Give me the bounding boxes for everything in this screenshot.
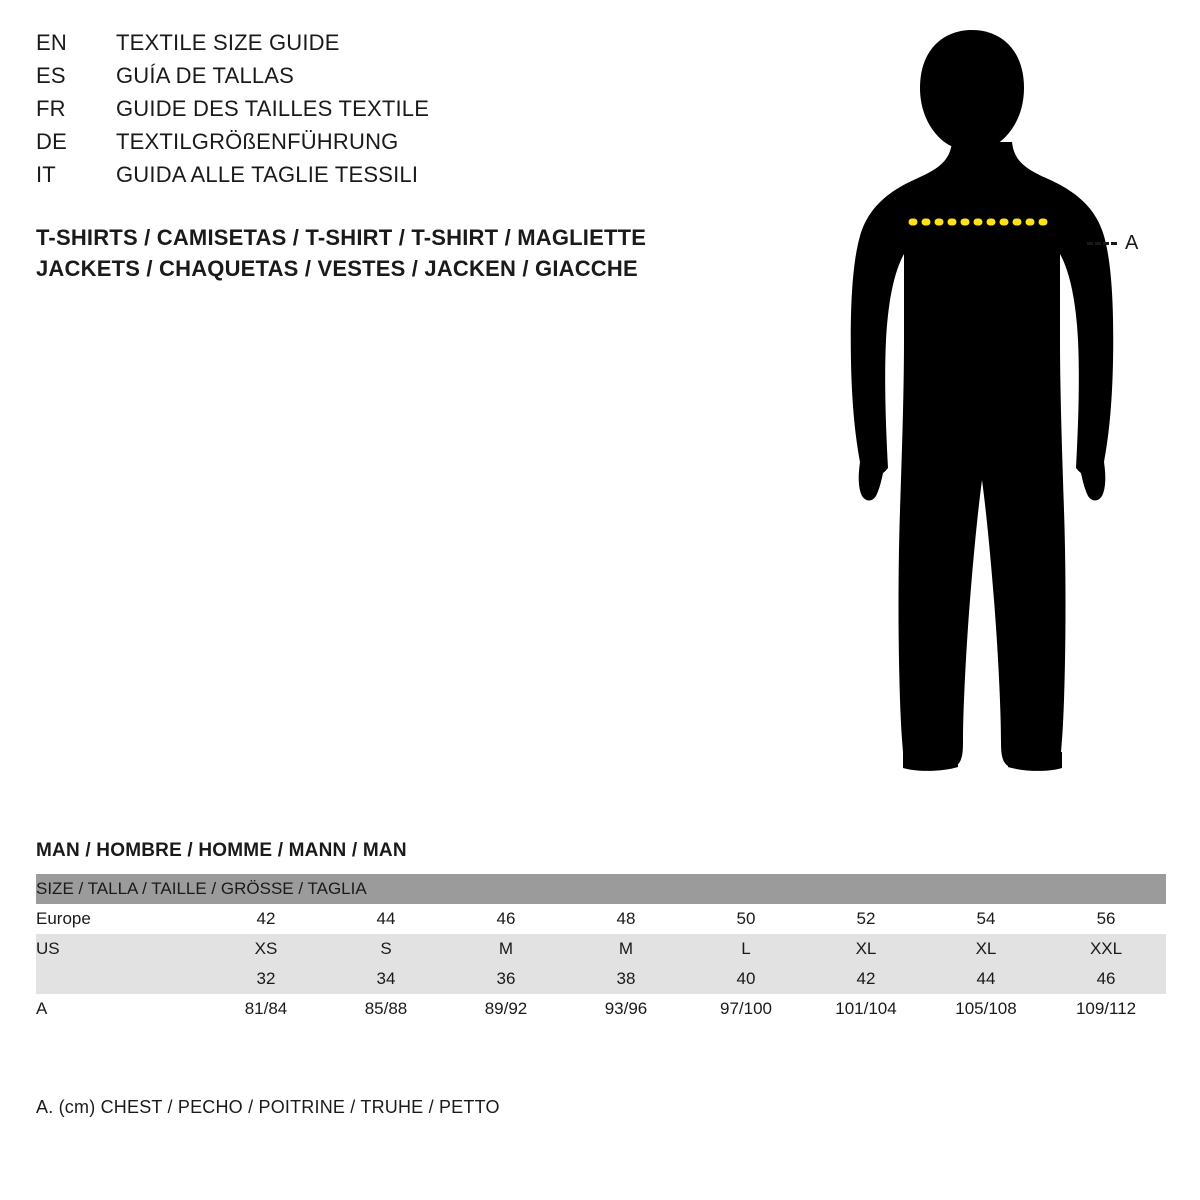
table-section-title: MAN / HOMBRE / HOMME / MANN / MAN: [36, 840, 407, 861]
language-code: DE: [36, 129, 67, 154]
row-value: 89/92: [446, 994, 566, 1024]
row-value: 40: [686, 964, 806, 994]
row-value: 34: [326, 964, 446, 994]
table-row: [36, 904, 1166, 934]
row-value: XS: [206, 934, 326, 964]
row-value: M: [566, 934, 686, 964]
row-label: Europe: [36, 904, 206, 934]
size-table: [36, 874, 1166, 1024]
language-title: GUÍA DE TALLAS: [116, 63, 295, 88]
row-value: 97/100: [686, 994, 806, 1024]
table-row: [36, 934, 1166, 964]
language-code: IT: [36, 162, 56, 187]
row-label: A: [36, 994, 206, 1024]
language-row-es: [36, 63, 736, 96]
language-title: GUIDE DES TAILLES TEXTILE: [116, 96, 430, 121]
row-value: XXL: [1046, 934, 1166, 964]
measure-label-a: A: [1125, 232, 1139, 254]
row-value: 42: [206, 904, 326, 934]
footnote-chest-measure: A. (cm) CHEST / PECHO / POITRINE / TRUHE / PETTO: [36, 1097, 500, 1117]
row-value: 42: [806, 964, 926, 994]
row-value: 54: [926, 904, 1046, 934]
category-jackets: JACKETS / CHAQUETAS / VESTES / JACKEN / GIACCHE: [36, 256, 638, 281]
language-row-it: [36, 162, 736, 195]
language-title: GUIDA ALLE TAGLIE TESSILI: [116, 162, 419, 187]
row-value: 85/88: [326, 994, 446, 1024]
row-value: 93/96: [566, 994, 686, 1024]
row-value: 36: [446, 964, 566, 994]
row-value: 32: [206, 964, 326, 994]
male-silhouette-icon: [800, 10, 1200, 790]
language-header-block: [36, 30, 736, 195]
row-value: 56: [1046, 904, 1166, 934]
category-tshirts: T-SHIRTS / CAMISETAS / T-SHIRT / T-SHIRT / MAGLIETTE: [36, 225, 647, 250]
row-value: 50: [686, 904, 806, 934]
row-value: 46: [1046, 964, 1166, 994]
table-row: [36, 964, 1166, 994]
row-value: 81/84: [206, 994, 326, 1024]
language-code: ES: [36, 63, 66, 88]
row-label: US: [36, 934, 206, 964]
language-row-de: [36, 129, 736, 162]
row-value: 109/112: [1046, 994, 1166, 1024]
language-row-fr: [36, 96, 736, 129]
table-header-label: SIZE / TALLA / TAILLE / GRÖSSE / TAGLIA: [36, 874, 1166, 904]
row-value: 46: [446, 904, 566, 934]
language-row-en: [36, 30, 736, 63]
measure-leader-line: [1087, 242, 1117, 245]
row-value: XL: [926, 934, 1046, 964]
row-value: 44: [326, 904, 446, 934]
row-label: [36, 964, 206, 994]
row-value: 48: [566, 904, 686, 934]
language-title: TEXTILGRÖßENFÜHRUNG: [116, 129, 399, 154]
table-header-row: [36, 874, 1166, 904]
category-block: [36, 222, 796, 284]
language-code: FR: [36, 96, 66, 121]
table-row: [36, 994, 1166, 1024]
row-value: 38: [566, 964, 686, 994]
size-table-section: [36, 840, 1166, 1024]
row-value: 101/104: [806, 994, 926, 1024]
figure-area: [800, 10, 1200, 790]
language-code: EN: [36, 30, 67, 55]
row-value: 44: [926, 964, 1046, 994]
row-value: XL: [806, 934, 926, 964]
row-value: M: [446, 934, 566, 964]
row-value: S: [326, 934, 446, 964]
language-title: TEXTILE SIZE GUIDE: [116, 30, 340, 55]
row-value: 105/108: [926, 994, 1046, 1024]
row-value: L: [686, 934, 806, 964]
row-value: 52: [806, 904, 926, 934]
